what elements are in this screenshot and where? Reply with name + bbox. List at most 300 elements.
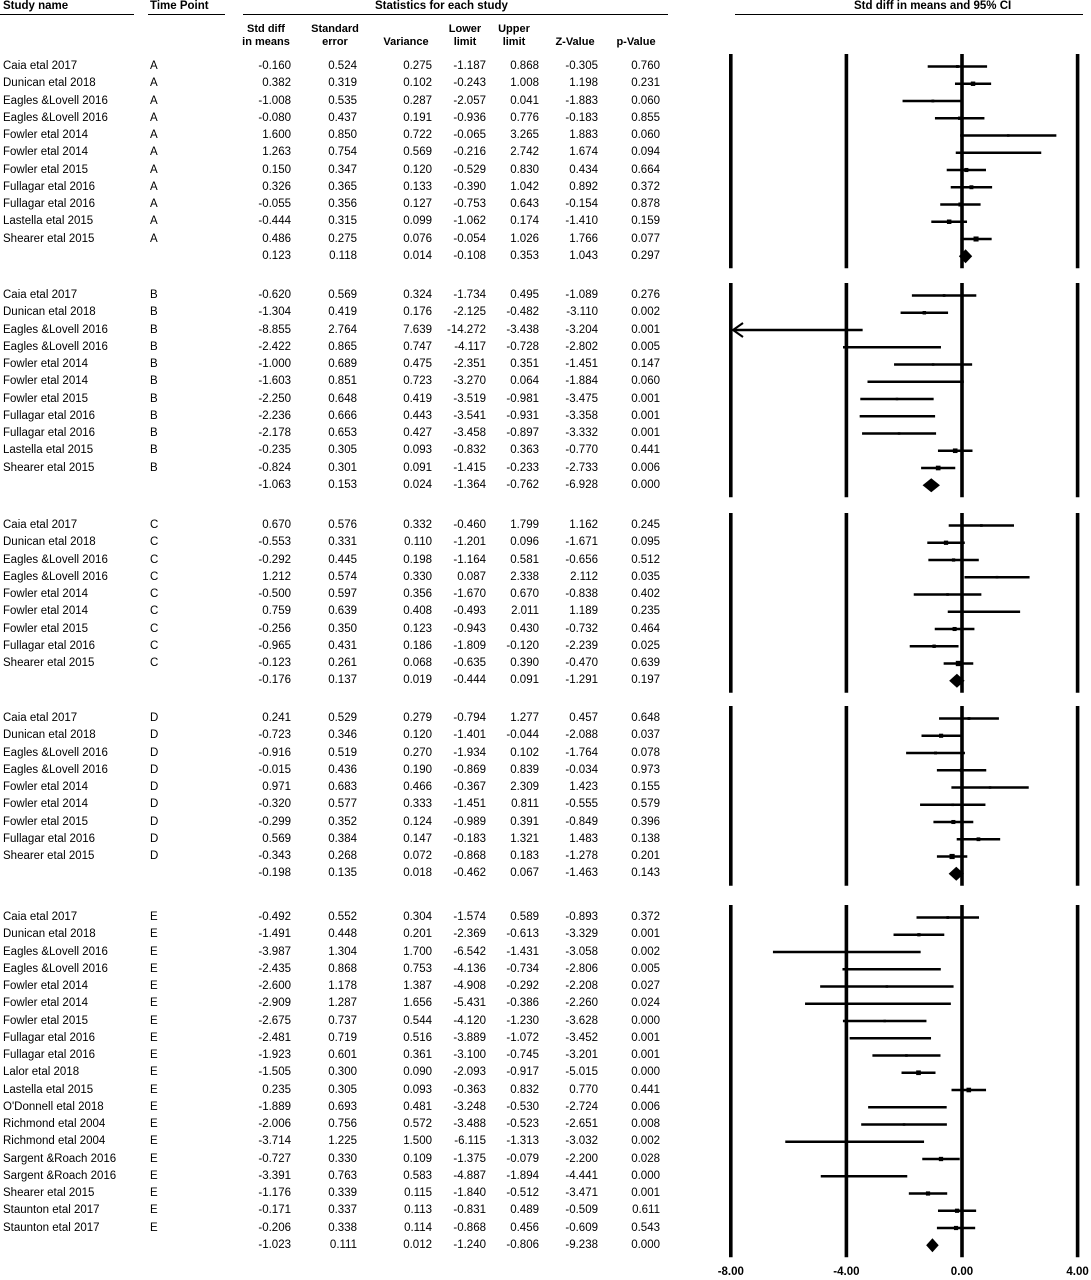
cell-se: 0.445 — [328, 553, 357, 566]
cell-lower: -4.908 — [453, 980, 486, 992]
cell-upper: -0.981 — [506, 392, 539, 405]
time-point: E — [150, 1118, 158, 1130]
cell-se: 0.135 — [328, 867, 357, 880]
cell-p: 0.000 — [631, 1066, 660, 1079]
time-point: C — [150, 588, 159, 600]
cell-p: 0.000 — [631, 478, 660, 491]
cell-lower: -0.635 — [453, 657, 486, 669]
time-point: B — [150, 340, 158, 353]
cell-lower: -3.519 — [453, 392, 486, 405]
time-point: D — [150, 763, 159, 776]
cell-lower: -3.541 — [453, 409, 486, 422]
cell-upper: 0.830 — [510, 163, 539, 176]
time-point: E — [150, 945, 158, 958]
cell-smd: 0.759 — [262, 605, 291, 618]
cell-lower: -0.243 — [453, 77, 486, 90]
cell-p: 0.297 — [631, 249, 660, 262]
cell-upper: 0.670 — [510, 588, 539, 600]
cell-p: 0.002 — [631, 306, 660, 319]
cell-variance: 0.356 — [403, 588, 432, 600]
cell-upper: -0.120 — [506, 639, 539, 652]
cell-p: 0.760 — [631, 60, 660, 72]
time-point: A — [150, 215, 158, 228]
point-estimate — [863, 1175, 866, 1178]
cell-smd: -2.435 — [258, 962, 291, 975]
cell-se: 0.763 — [328, 1169, 357, 1182]
cell-lower: -0.831 — [453, 1204, 486, 1217]
cell-variance: 0.198 — [403, 553, 432, 566]
cell-variance: 0.114 — [404, 1221, 432, 1234]
cell-upper: -1.230 — [506, 1014, 539, 1027]
time-point: D — [150, 815, 159, 828]
cell-upper: 1.321 — [510, 832, 539, 845]
cell-z: -0.154 — [565, 198, 598, 210]
cell-z: 1.198 — [569, 77, 598, 90]
study-name: Dunican etal 2018 — [3, 729, 96, 742]
cell-upper: 0.363 — [510, 444, 539, 457]
cell-z: -1.883 — [565, 94, 598, 107]
cell-smd: -1.304 — [258, 306, 291, 319]
cell-z: -3.628 — [565, 1014, 598, 1027]
time-point: D — [150, 712, 159, 724]
time-point: C — [150, 536, 159, 549]
cell-smd: 1.212 — [262, 570, 291, 583]
cell-smd: 1.600 — [262, 129, 291, 141]
cell-variance: 1.656 — [403, 997, 432, 1010]
forest-header: Std diff in means and 95% CI — [854, 0, 1012, 12]
cell-variance: 0.279 — [403, 712, 432, 724]
cell-se: 1.304 — [328, 945, 357, 958]
cell-variance: 0.176 — [403, 306, 432, 319]
column-header-lower: Lower limit — [448, 23, 482, 48]
cell-smd: -0.824 — [258, 461, 291, 474]
cell-lower: -1.840 — [453, 1187, 486, 1199]
time-point: B — [150, 409, 158, 422]
cell-variance: 0.099 — [403, 215, 432, 228]
time-point: E — [150, 1049, 158, 1061]
column-header-upper: Upper limit — [498, 23, 530, 48]
cell-smd: -0.055 — [258, 198, 291, 210]
cell-smd: -0.206 — [258, 1221, 291, 1234]
cell-variance: 0.361 — [403, 1049, 432, 1061]
cell-z: -2.260 — [565, 997, 598, 1010]
study-name: Fullagar etal 2016 — [3, 639, 96, 652]
study-name: Richmond etal 2004 — [3, 1135, 106, 1148]
study-name: Fullagar etal 2016 — [3, 832, 96, 845]
cell-lower: -1.201 — [453, 536, 486, 549]
x-tick-label: -8.00 — [717, 1266, 744, 1278]
time-point: D — [150, 832, 159, 845]
cell-lower: -2.125 — [453, 306, 486, 319]
cell-upper: -0.728 — [506, 340, 539, 353]
cell-p: 0.648 — [631, 712, 660, 724]
cell-variance: 1.700 — [403, 945, 432, 958]
point-estimate — [932, 363, 935, 366]
cell-se: 0.683 — [328, 781, 357, 793]
cell-smd: 0.670 — [262, 519, 291, 531]
study-name: Shearer etal 2015 — [3, 850, 95, 862]
time-point: E — [150, 1014, 158, 1027]
cell-smd: -2.675 — [258, 1014, 291, 1027]
cell-z: -0.609 — [565, 1221, 598, 1234]
cell-smd: -1.000 — [258, 358, 291, 370]
study-name: Caia etal 2017 — [3, 289, 78, 301]
cell-lower: -1.187 — [453, 60, 486, 72]
cell-lower: -2.057 — [453, 94, 486, 107]
time-point: C — [150, 622, 159, 635]
point-estimate — [956, 65, 959, 68]
time-point: A — [150, 77, 158, 90]
cell-smd: -1.889 — [258, 1100, 291, 1113]
cell-variance: 0.747 — [403, 340, 432, 353]
cell-p: 0.464 — [631, 622, 660, 635]
study-name: Eagles &Lovell 2016 — [3, 746, 108, 759]
cell-se: 0.648 — [328, 392, 357, 405]
cell-p: 0.001 — [631, 1031, 660, 1044]
cell-se: 0.524 — [328, 60, 357, 72]
cell-lower: -6.542 — [453, 945, 486, 958]
cell-variance: 0.113 — [404, 1204, 432, 1217]
cell-p: 0.006 — [631, 1100, 660, 1113]
point-estimate — [950, 854, 955, 859]
point-estimate — [896, 415, 899, 418]
cell-p: 0.027 — [631, 980, 660, 992]
point-estimate — [958, 117, 961, 120]
cell-p: 0.094 — [631, 146, 660, 159]
study-name: Fowler etal 2014 — [3, 375, 89, 388]
point-estimate — [944, 541, 948, 545]
cell-lower: -0.460 — [453, 519, 486, 531]
cell-upper: 0.456 — [510, 1221, 539, 1234]
cell-upper: -0.806 — [506, 1238, 539, 1251]
time-point: A — [150, 146, 158, 159]
study-name: Fowler etal 2014 — [3, 781, 89, 793]
cell-z: 1.043 — [569, 249, 598, 262]
point-estimate — [903, 1123, 906, 1126]
cell-smd: -0.492 — [258, 911, 291, 923]
study-name: Eagles &Lovell 2016 — [3, 763, 108, 776]
cell-z: 1.674 — [569, 146, 598, 159]
time-point: E — [150, 997, 158, 1010]
point-estimate — [997, 152, 1000, 155]
cell-p: 0.001 — [631, 427, 660, 439]
cell-lower: -1.062 — [453, 215, 486, 228]
cell-se: 0.601 — [328, 1049, 357, 1061]
cell-variance: 0.330 — [403, 570, 432, 583]
cell-variance: 0.190 — [403, 763, 432, 776]
cell-upper: 2.742 — [510, 146, 539, 159]
point-estimate — [886, 985, 889, 988]
cell-se: 0.431 — [328, 639, 357, 652]
cell-lower: -1.574 — [453, 911, 486, 923]
cell-variance: 0.466 — [403, 781, 432, 793]
point-estimate — [905, 1054, 908, 1057]
study-name: Richmond etal 2004 — [3, 1118, 106, 1130]
cell-smd: 0.382 — [262, 77, 291, 90]
cell-z: -3.058 — [565, 945, 598, 958]
point-estimate — [906, 1106, 909, 1109]
point-estimate — [946, 916, 949, 919]
cell-se: 0.666 — [328, 409, 357, 422]
cell-variance: 1.387 — [403, 980, 432, 992]
cell-upper: 0.839 — [510, 763, 539, 776]
cell-upper: 1.799 — [510, 519, 539, 531]
cell-p: 0.002 — [631, 1135, 660, 1148]
cell-upper: 1.026 — [510, 232, 539, 245]
cell-variance: 0.427 — [403, 427, 432, 439]
cell-p: 0.197 — [631, 674, 660, 687]
cell-smd: -0.235 — [258, 444, 291, 457]
column-header-se: Standard error — [311, 23, 359, 48]
cell-se: 0.689 — [328, 358, 357, 370]
cell-se: 0.577 — [328, 798, 357, 811]
time-point: B — [150, 358, 158, 370]
cell-p: 0.138 — [631, 832, 660, 845]
point-estimate — [891, 346, 894, 349]
cell-variance: 0.516 — [403, 1031, 432, 1044]
cell-variance: 0.018 — [403, 867, 432, 880]
cell-z: 1.162 — [569, 519, 598, 531]
cell-lower: -3.100 — [453, 1049, 486, 1061]
cell-p: 0.060 — [631, 129, 660, 141]
cell-variance: 0.723 — [403, 375, 432, 388]
cell-z: -1.884 — [565, 375, 598, 388]
cell-smd: -2.481 — [258, 1031, 291, 1044]
cell-z: -2.208 — [565, 980, 598, 992]
time-point: E — [150, 1152, 158, 1165]
point-estimate — [951, 803, 954, 806]
cell-z: -0.305 — [565, 60, 598, 72]
cell-lower: -3.889 — [453, 1031, 486, 1044]
study-name: Fullagar etal 2016 — [3, 1049, 96, 1061]
cell-variance: 1.500 — [403, 1135, 432, 1148]
cell-variance: 0.090 — [403, 1066, 432, 1079]
cell-lower: -4.887 — [453, 1169, 486, 1182]
cell-lower: -4.136 — [453, 962, 486, 975]
point-estimate — [952, 558, 955, 561]
cell-variance: 0.419 — [403, 392, 432, 405]
cell-z: 1.189 — [569, 605, 598, 618]
cell-z: -2.733 — [565, 461, 598, 474]
time-point: A — [150, 232, 158, 245]
point-estimate — [926, 1191, 930, 1195]
cell-smd: -2.422 — [258, 340, 291, 353]
cell-variance: 0.408 — [403, 605, 432, 618]
point-estimate — [916, 1070, 921, 1075]
cell-p: 0.201 — [631, 850, 660, 862]
cell-variance: 0.093 — [403, 444, 432, 457]
study-name: Eagles &Lovell 2016 — [3, 553, 108, 566]
cell-p: 0.143 — [631, 867, 660, 880]
cell-variance: 0.304 — [403, 911, 432, 923]
cell-variance: 0.722 — [403, 129, 432, 141]
cell-smd: -0.320 — [258, 798, 291, 811]
cell-lower: -1.934 — [453, 746, 486, 759]
cell-upper: -1.313 — [506, 1135, 539, 1148]
cell-se: 0.535 — [328, 94, 357, 107]
point-estimate — [953, 627, 957, 631]
study-name: Sargent &Roach 2016 — [3, 1152, 117, 1165]
cell-smd: -0.965 — [258, 639, 291, 652]
cell-p: 0.000 — [631, 1014, 660, 1027]
cell-p: 0.024 — [631, 997, 660, 1010]
cell-smd: -0.123 — [258, 657, 291, 669]
cell-z: 0.770 — [569, 1083, 598, 1096]
cell-variance: 0.270 — [403, 746, 432, 759]
cell-lower: -0.529 — [453, 163, 486, 176]
cell-se: 1.225 — [328, 1135, 357, 1148]
cell-z: -1.278 — [565, 850, 598, 862]
study-name: Lastella etal 2015 — [3, 444, 94, 457]
cell-upper: -0.734 — [506, 962, 539, 975]
cell-se: 0.851 — [328, 375, 357, 388]
cell-variance: 0.572 — [403, 1118, 432, 1130]
cell-lower: -0.183 — [453, 832, 486, 845]
study-name: Eagles &Lovell 2016 — [3, 323, 108, 336]
cell-z: -1.764 — [565, 746, 598, 759]
cell-p: 0.855 — [631, 111, 660, 124]
point-estimate — [890, 968, 893, 971]
cell-z: 2.112 — [570, 570, 598, 583]
cell-se: 0.356 — [328, 198, 357, 210]
cell-upper: -1.072 — [506, 1031, 539, 1044]
point-estimate — [896, 398, 899, 401]
cell-upper: -0.917 — [506, 1066, 539, 1079]
time-point: C — [150, 639, 159, 652]
point-estimate — [977, 837, 981, 841]
cell-variance: 0.275 — [403, 60, 432, 72]
cell-smd: 0.326 — [262, 180, 291, 193]
cell-p: 0.000 — [631, 1238, 660, 1251]
study-name: Eagles &Lovell 2016 — [3, 94, 108, 107]
cell-variance: 0.091 — [403, 461, 432, 474]
cell-z: 0.892 — [569, 180, 598, 193]
cell-p: 0.664 — [631, 163, 660, 176]
cell-upper: -0.613 — [506, 928, 539, 941]
cell-variance: 0.068 — [403, 657, 432, 669]
cell-upper: -0.079 — [506, 1152, 539, 1165]
cell-se: 0.319 — [328, 77, 357, 90]
cell-z: -4.441 — [565, 1169, 598, 1182]
cell-variance: 0.024 — [403, 478, 432, 491]
cell-smd: -0.723 — [258, 729, 291, 742]
cell-variance: 0.019 — [403, 674, 432, 687]
cell-lower: -0.054 — [453, 232, 486, 245]
cell-se: 0.639 — [328, 605, 357, 618]
study-name: Eagles &Lovell 2016 — [3, 962, 108, 975]
cell-se: 0.305 — [328, 444, 357, 457]
time-point: A — [150, 180, 158, 193]
cell-variance: 0.569 — [403, 146, 432, 159]
cell-p: 0.001 — [631, 323, 660, 336]
cell-se: 0.315 — [328, 215, 357, 228]
cell-variance: 0.120 — [403, 729, 432, 742]
cell-p: 0.005 — [631, 962, 660, 975]
cell-se: 0.437 — [328, 111, 357, 124]
cell-p: 0.639 — [631, 657, 660, 669]
study-name: Caia etal 2017 — [3, 712, 78, 724]
cell-se: 1.287 — [328, 997, 357, 1010]
cell-se: 0.300 — [328, 1066, 357, 1079]
cell-se: 0.337 — [328, 1204, 357, 1217]
cell-smd: -2.178 — [258, 427, 291, 439]
cell-smd: -1.923 — [258, 1049, 291, 1061]
cell-lower: -2.093 — [453, 1066, 486, 1079]
time-point: C — [150, 605, 159, 618]
cell-z: -3.110 — [566, 306, 598, 319]
cell-p: 0.372 — [631, 911, 660, 923]
cell-se: 0.552 — [328, 911, 357, 923]
study-name: Fullagar etal 2016 — [3, 427, 96, 439]
cell-se: 0.352 — [328, 815, 357, 828]
cell-z: -1.463 — [565, 867, 598, 880]
cell-se: 0.529 — [328, 712, 357, 724]
cell-lower: -2.369 — [453, 928, 486, 941]
cell-p: 0.245 — [631, 519, 660, 531]
cell-p: 0.512 — [631, 553, 660, 566]
study-name: Eagles &Lovell 2016 — [3, 570, 108, 583]
cell-smd: -0.299 — [258, 815, 291, 828]
study-name: Fowler etal 2015 — [3, 815, 89, 828]
cell-z: -2.239 — [565, 639, 598, 652]
study-name: Fullagar etal 2016 — [3, 198, 96, 210]
cell-p: 0.276 — [631, 289, 660, 301]
cell-smd: -8.855 — [258, 323, 291, 336]
point-estimate — [947, 220, 951, 224]
cell-z: -0.770 — [565, 444, 598, 457]
point-estimate — [846, 951, 849, 954]
study-name: Dunican etal 2018 — [3, 536, 96, 549]
cell-upper: -0.386 — [506, 997, 539, 1010]
time-point: E — [150, 1135, 158, 1148]
summary-diamond — [926, 1238, 939, 1252]
cell-p: 0.441 — [631, 1083, 660, 1096]
time-point: A — [150, 111, 158, 124]
cell-upper: 3.265 — [510, 129, 539, 141]
cell-p: 0.002 — [631, 945, 660, 958]
cell-z: 0.457 — [569, 712, 598, 724]
cell-se: 0.111 — [329, 1238, 357, 1251]
cell-z: -1.410 — [565, 215, 598, 228]
cell-z: -2.724 — [565, 1100, 598, 1113]
cell-p: 0.001 — [631, 392, 660, 405]
cell-lower: -2.351 — [453, 358, 486, 370]
cell-lower: -1.401 — [453, 729, 486, 742]
cell-upper: 0.391 — [510, 815, 539, 828]
point-estimate — [934, 752, 937, 755]
point-estimate — [883, 1020, 886, 1023]
cell-lower: -0.869 — [453, 763, 486, 776]
cell-smd: -1.603 — [258, 375, 291, 388]
cell-upper: 0.776 — [510, 111, 539, 124]
cell-p: 0.155 — [631, 781, 660, 793]
cell-upper: 2.338 — [510, 570, 539, 583]
cell-upper: 0.489 — [510, 1204, 539, 1217]
point-estimate — [954, 1226, 958, 1230]
cell-lower: -14.272 — [446, 323, 486, 336]
cell-z: -2.806 — [565, 962, 598, 975]
cell-p: 0.005 — [631, 340, 660, 353]
cell-lower: -4.120 — [453, 1014, 486, 1027]
cell-se: 0.653 — [328, 427, 357, 439]
point-estimate — [969, 185, 973, 189]
time-point: E — [150, 928, 158, 941]
cell-variance: 0.012 — [403, 1238, 432, 1251]
cell-variance: 7.639 — [403, 323, 432, 336]
cell-variance: 0.133 — [403, 180, 432, 193]
study-name: Fowler etal 2014 — [3, 146, 89, 159]
cell-upper: 1.042 — [510, 180, 539, 193]
